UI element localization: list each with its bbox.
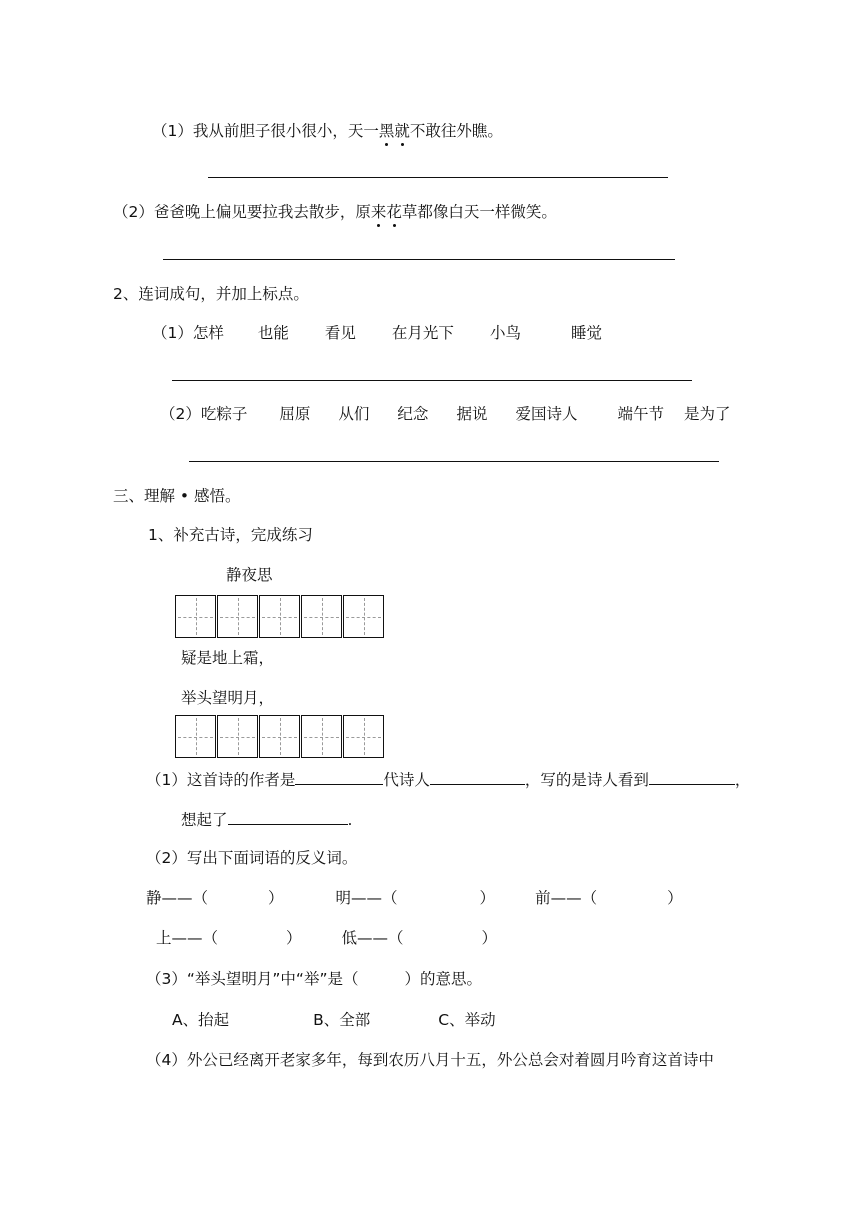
writing-cell[interactable] xyxy=(343,595,384,638)
writing-cell[interactable] xyxy=(301,715,342,758)
question-3-1: （1）这首诗的作者是 代诗人 ，写的是诗人看到 ， xyxy=(146,768,750,790)
answer-line[interactable] xyxy=(208,177,668,178)
question-3-2: （2）写出下面词语的反义词。 xyxy=(146,849,358,867)
writing-cell[interactable] xyxy=(217,715,258,758)
question-3-4: （4）外公已经离开老家多年，每到农历八月十五，外公总会对着圆月吟育这首诗中 xyxy=(146,1051,714,1069)
option-b[interactable]: B、全部 xyxy=(313,1011,371,1029)
emphasis-char: 就 xyxy=(394,122,410,140)
blank[interactable] xyxy=(430,768,525,785)
heading-3: 三、理解 • 感悟。 xyxy=(113,487,241,505)
blank[interactable] xyxy=(295,768,383,785)
poem-line-3: 举头望明月， xyxy=(181,689,275,707)
emphasis-char: 黑 xyxy=(378,122,395,140)
option-c[interactable]: C、举动 xyxy=(438,1011,496,1029)
antonym-row-2: 上——（ ） 低——（ ） xyxy=(156,929,498,947)
writing-cell[interactable] xyxy=(343,715,384,758)
question-3-1-cont: 想起了 . xyxy=(181,808,352,830)
poem-line-4-grid[interactable] xyxy=(175,715,385,758)
writing-cell[interactable] xyxy=(175,595,216,638)
writing-cell[interactable] xyxy=(259,595,300,638)
blank[interactable] xyxy=(228,808,348,825)
writing-cell[interactable] xyxy=(175,715,216,758)
writing-cell[interactable] xyxy=(301,595,342,638)
option-a[interactable]: A、抬起 xyxy=(172,1011,230,1029)
question-2-2-1: （1）怎样 也能 看见 在月光下 小鸟 睡觉 xyxy=(152,324,602,342)
question-3-3: （3）“举头望明月”中“举”是（ ）的意思。 xyxy=(146,970,482,988)
options-row xyxy=(172,1010,496,1030)
writing-cell[interactable] xyxy=(217,595,258,638)
emphasis-char: 花 xyxy=(386,203,402,221)
poem-line-1-grid[interactable] xyxy=(175,595,385,638)
answer-line[interactable] xyxy=(172,380,692,381)
heading-2: 2、连词成句，并加上标点。 xyxy=(113,285,309,303)
antonym-row-1: 静——（ ） 明——（ ） 前——（ ） xyxy=(146,889,683,907)
subheading-1: 1、补充古诗，完成练习 xyxy=(148,526,313,544)
writing-cell[interactable] xyxy=(259,715,300,758)
question-2-1a: （1）我从前胆子很小很小，天一黑就不敢往外瞧。 xyxy=(152,122,503,140)
poem-title: 静夜思 xyxy=(226,566,273,584)
answer-line[interactable] xyxy=(189,461,719,462)
emphasis-char: 来 xyxy=(370,203,387,221)
blank[interactable] xyxy=(649,768,735,785)
question-2-2-2: （2）吃粽子 屈原 从们 纪念 据说 爱国诗人 端午节 是为了 xyxy=(160,405,731,423)
poem-line-2: 疑是地上霜， xyxy=(181,649,275,667)
question-2-1b: （2）爸爸晚上偏见要拉我去散步，原来花草都像白天一样微笑。 xyxy=(113,203,557,221)
answer-line[interactable] xyxy=(163,259,675,260)
